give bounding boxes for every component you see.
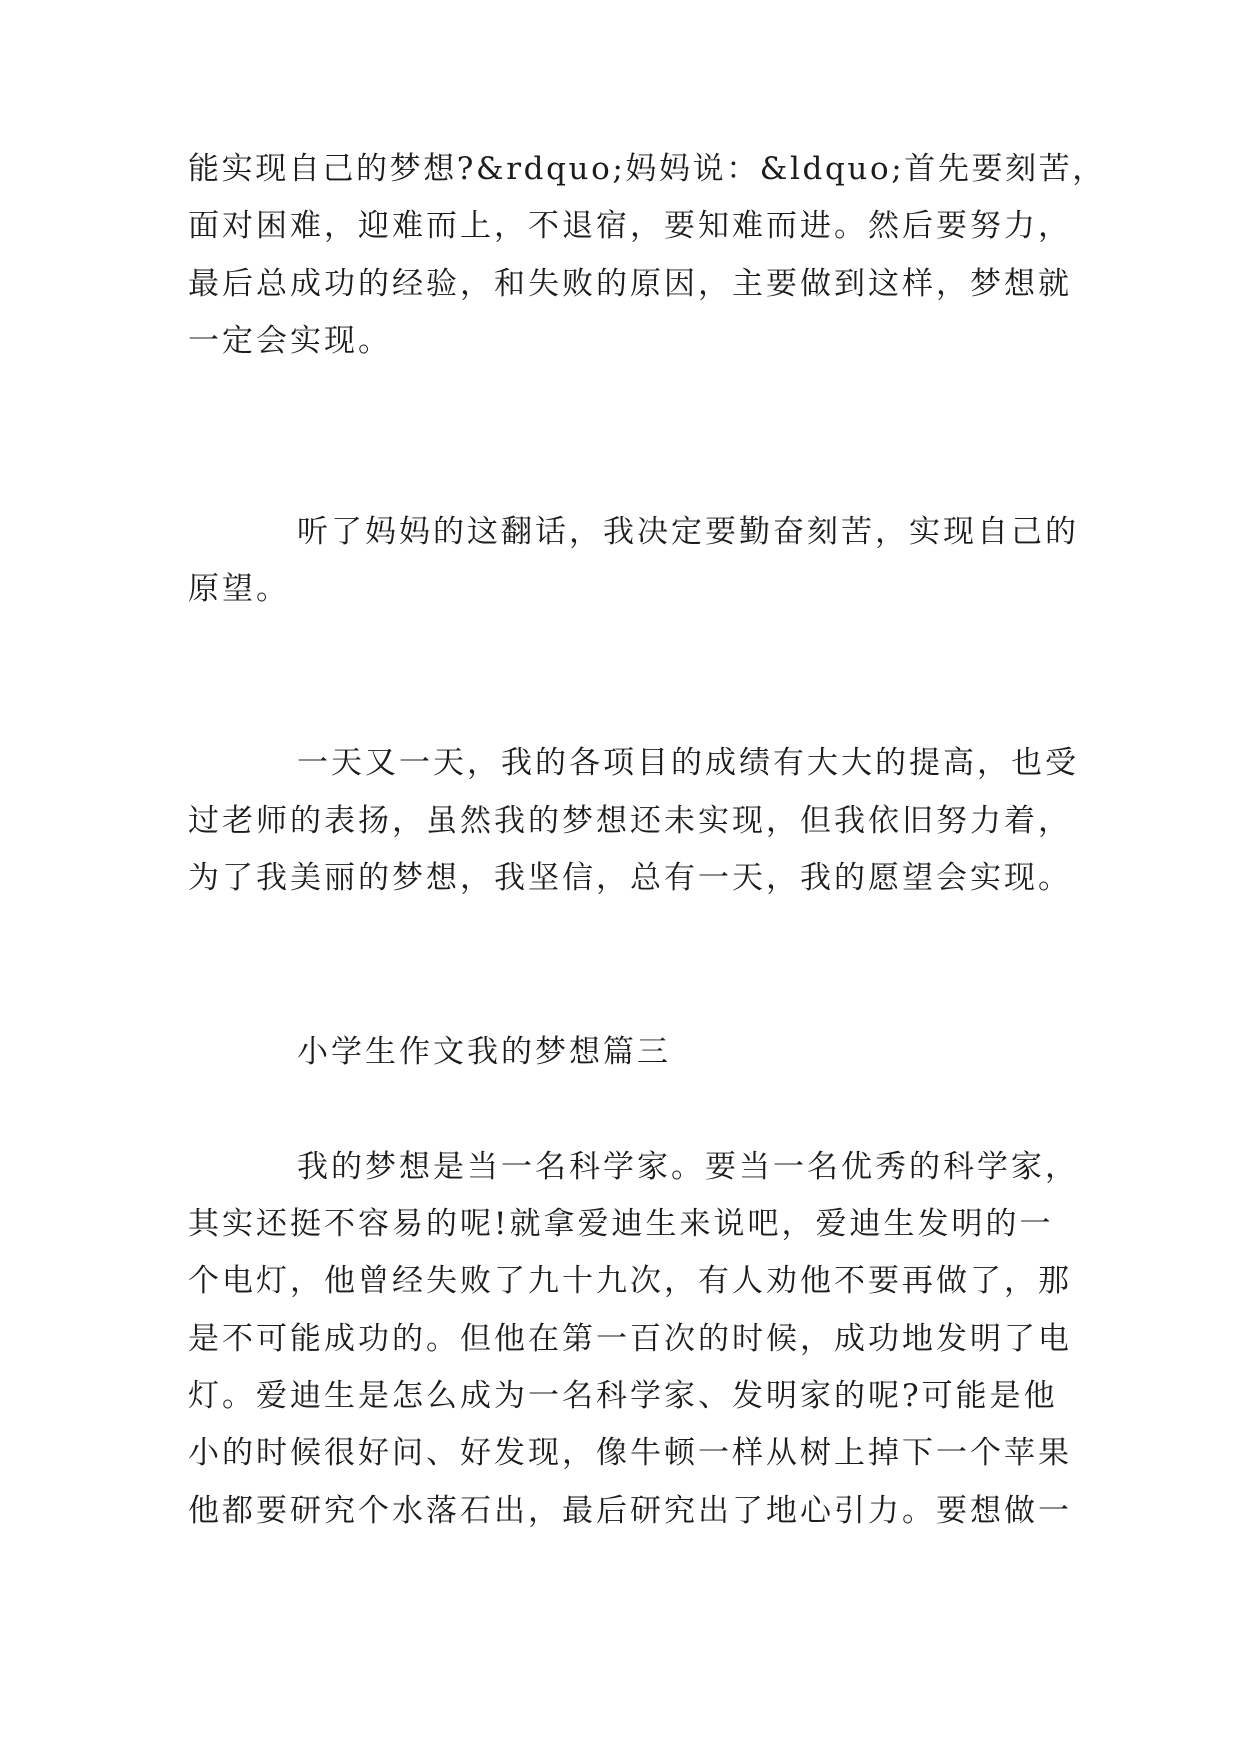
paragraph-1-line-2: 面对困难，迎难而上，不退宿，要知难而进。然后要努力，: [188, 208, 1072, 244]
paragraph-1-line-4: 一定会实现。: [188, 323, 392, 359]
paragraph-4-line-7: 他都要研究个水落石出，最后研究出了地心引力。要想做一: [188, 1493, 1072, 1529]
paragraph-3-line-2: 过老师的表扬，虽然我的梦想还未实现，但我依旧努力着，: [188, 803, 1072, 839]
paragraph-2-line-1: 听了妈妈的这翻话，我决定要勤奋刻苦，实现自己的: [297, 514, 1079, 550]
paragraph-4-line-4: 是不可能成功的。但他在第一百次的时候，成功地发明了电: [188, 1321, 1072, 1357]
paragraph-4-line-3: 个电灯，他曾经失败了九十九次，有人劝他不要再做了，那: [188, 1263, 1072, 1299]
paragraph-1-line-1: 能实现自己的梦想?&rdquo;妈妈说：&ldquo;首先要刻苦，: [188, 151, 1106, 187]
section-heading: 小学生作文我的梦想篇三: [297, 1034, 671, 1070]
paragraph-2-line-2: 原望。: [188, 571, 290, 607]
paragraph-1-line-3: 最后总成功的经验，和失败的原因，主要做到这样，梦想就: [188, 266, 1072, 302]
paragraph-4-line-2: 其实还挺不容易的呢!就拿爱迪生来说吧，爱迪生发明的一: [188, 1206, 1054, 1242]
paragraph-3-line-3: 为了我美丽的梦想，我坚信，总有一天，我的愿望会实现。: [188, 860, 1072, 896]
paragraph-4-line-1: 我的梦想是当一名科学家。要当一名优秀的科学家，: [297, 1149, 1079, 1185]
paragraph-3-line-1: 一天又一天，我的各项目的成绩有大大的提高，也受: [297, 745, 1079, 781]
paragraph-4-line-6: 小的时候很好问、好发现，像牛顿一样从树上掉下一个苹果: [188, 1435, 1072, 1471]
paragraph-4-line-5: 灯。爱迪生是怎么成为一名科学家、发明家的呢?可能是他: [188, 1378, 1058, 1414]
